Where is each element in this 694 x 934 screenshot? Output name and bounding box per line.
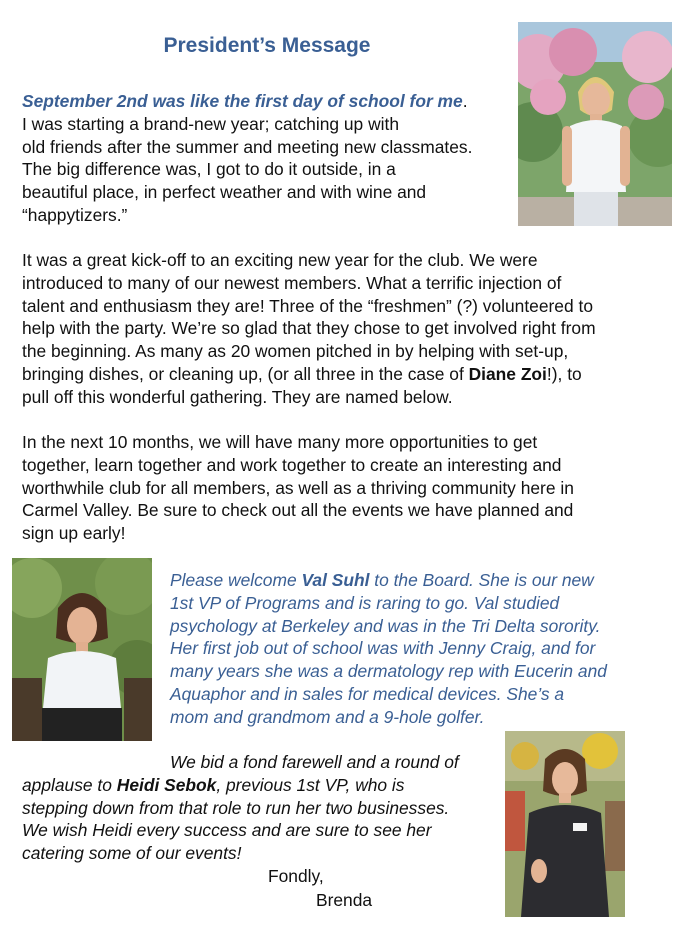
intro-lead-period: . — [462, 91, 468, 111]
kickoff-line: help with the party. We’re so glad that they chose to get involved right from — [22, 318, 596, 339]
next-months-line: sign up early! — [22, 523, 126, 544]
welcome-paragraph — [170, 569, 680, 729]
signature-name: Brenda — [316, 890, 373, 910]
welcome-line: mom and grandmom and a 9-hole golfer. — [170, 706, 485, 727]
farewell-line: catering some of our events! — [22, 843, 242, 864]
next-months-line: Carmel Valley. Be sure to check out all the events we have planned and — [22, 500, 574, 521]
welcome-line: many years she was a dermatology rep with Eucerin and — [170, 661, 607, 682]
intro-line-1 — [22, 90, 522, 113]
intro-line: beautiful place, in perfect weather and with wine and — [22, 182, 427, 203]
kickoff-line: introduced to many of our newest members. What a terrific injection of — [22, 272, 562, 293]
president-photo — [518, 22, 672, 226]
intro-line: “happytizers.” — [22, 204, 128, 225]
farewell-line: We bid a fond farewell and a round of — [170, 752, 459, 772]
welcome-line: 1st VP of Programs and is raring to go. Val studied — [170, 592, 560, 613]
farewell-text: , previous 1st VP, who is — [216, 774, 405, 795]
farewell-line: We wish Heidi every success and are sure to see her — [22, 820, 432, 841]
kickoff-line: the beginning. As many as 20 women pitched in by helping with set-up, — [22, 341, 569, 362]
val-suhl-name: Val Suhl — [301, 570, 370, 590]
welcome-line: psychology at Berkeley and was in the Tri Delta sorority. — [170, 615, 601, 636]
heidi-sebok-photo — [505, 731, 625, 917]
welcome-line: Her first job out of school was with Jenny Craig, and for — [170, 638, 596, 659]
welcome-line — [170, 569, 680, 592]
intro-lead: September 2nd was like the first day of school for me — [22, 91, 463, 111]
farewell-text: applause to — [22, 774, 117, 795]
farewell-line: stepping down from that role to run her two businesses. — [22, 797, 450, 818]
kickoff-line — [22, 363, 682, 386]
kickoff-line: talent and enthusiasm they are! Three of the “freshmen” (?) volunteered to — [22, 295, 593, 316]
kickoff-text: !), to — [546, 363, 582, 384]
next-months-line: worthwhile club for all members, as well as a thriving community here in — [22, 477, 574, 498]
next-months-line: In the next 10 months, we will have many more opportunities to get — [22, 432, 538, 452]
intro-line: old friends after the summer and meeting new classmates. — [22, 136, 473, 157]
kickoff-paragraph — [22, 249, 682, 409]
farewell-line — [22, 774, 502, 797]
welcome-text: to the Board. She is our new — [369, 570, 594, 590]
page-title: President’s Message — [163, 34, 371, 57]
next-months-line: together, learn together and work together to create an interesting and — [22, 454, 562, 475]
diane-zoi-name: Diane Zoi — [468, 363, 547, 384]
val-suhl-photo — [12, 558, 152, 741]
intro-paragraph — [22, 90, 522, 227]
intro-line: The big difference was, I got to do it outside, in a — [22, 159, 396, 180]
closing: Fondly, — [268, 866, 324, 886]
kickoff-line: It was a great kick-off to an exciting new year for the club. We were — [22, 250, 538, 270]
kickoff-line: pull off this wonderful gathering. They are named below. — [22, 386, 453, 407]
welcome-line: Aquaphor and in sales for medical devices. She’s a — [170, 683, 565, 704]
intro-line: I was starting a brand-new year; catching up with — [22, 113, 399, 134]
next-months-paragraph — [22, 431, 682, 545]
heidi-sebok-name: Heidi Sebok — [116, 774, 217, 795]
farewell-paragraph — [22, 751, 502, 865]
kickoff-text: bringing dishes, or cleaning up, (or all three in the case of — [22, 363, 469, 384]
welcome-text: Please welcome — [170, 570, 302, 590]
